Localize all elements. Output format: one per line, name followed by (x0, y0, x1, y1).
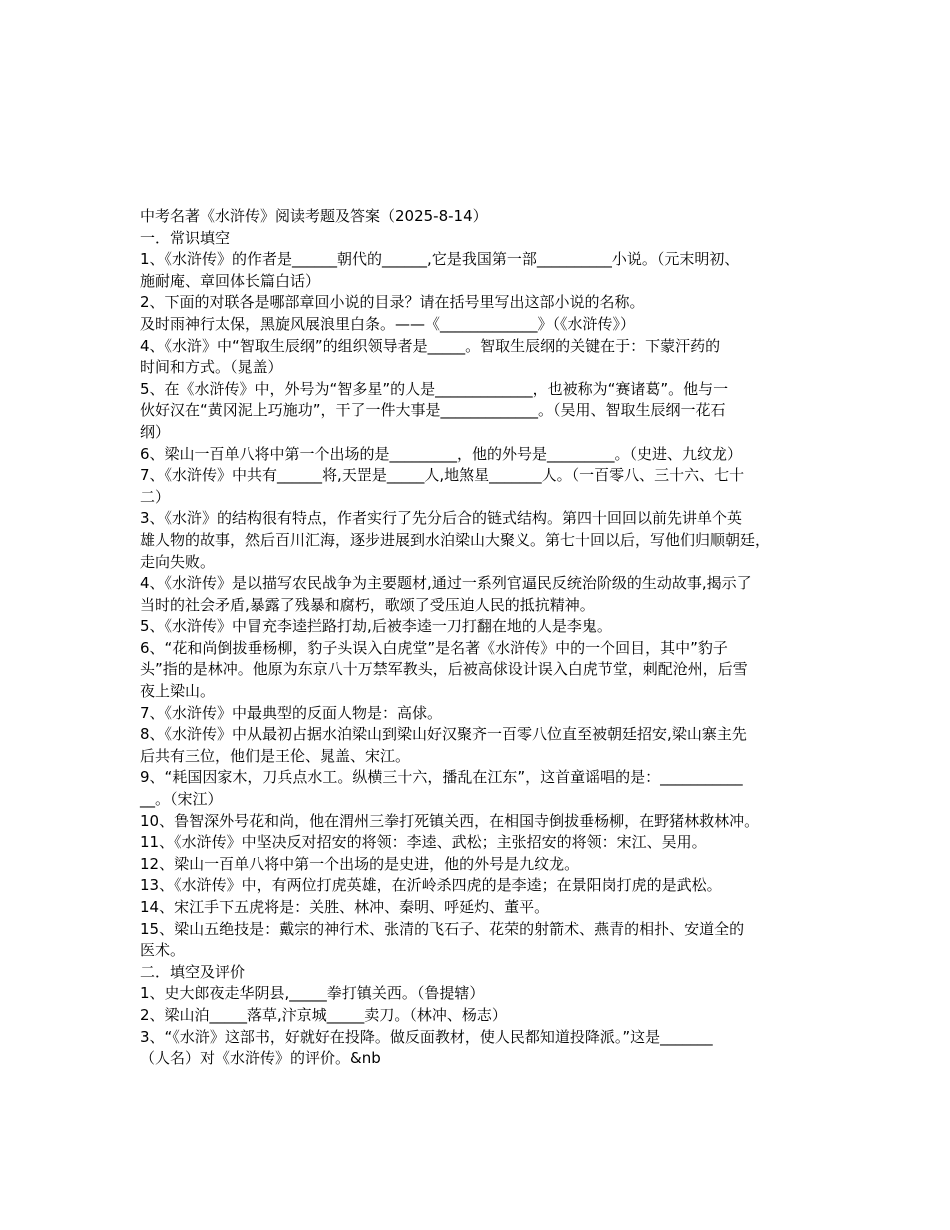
text-line: 4、《水浒》中“智取生辰纲”的组织领导者是_____。智取生辰纲的关键在于：下蒙汗药的 (140, 336, 721, 355)
text-line: 伙好汉在“黄冈泥上巧施功”，干了一件大事是_____________。（吴用、智取生辰纲一花石 (140, 401, 726, 420)
text-line: 1、史大郎夜走华阴县,_____拳打镇关西。（鲁提辖） (140, 984, 485, 1003)
text-line: 9、“耗国因家木，刀兵点水工。纵横三十六，播乱在江东”，这首童谣唱的是：___________ (140, 768, 743, 787)
text-line: 二） (140, 487, 171, 506)
document-page (140, 206, 812, 1070)
text-line: 7、《水浒传》中共有______将,天罡是_____人,地煞星_______人。（一百零八、三十六、七十 (140, 466, 745, 485)
text-line: 走向失败。 (140, 552, 216, 571)
text-line: 15、梁山五绝技是：戴宗的神行术、张清的飞石子、花荣的射箭术、燕青的相扑、安道全的 (140, 919, 745, 938)
text-line: 2、下面的对联各是哪部章回小说的目录？请在括号里写出这部小说的名称。 (140, 293, 645, 312)
text-line: 13、《水浒传》中，有两位打虎英雄，在沂岭杀四虎的是李逵；在景阳岗打虎的是武松。 (140, 876, 722, 895)
document-title: 中考名著《水浒传》阅读考题及答案（2025-8-14） (140, 207, 488, 225)
text-line: 雄人物的故事，然后百川汇海，逐步进展到水泊梁山大聚义。第七十回以后，写他们归顺朝廷， (140, 530, 771, 549)
text-line: 一．常识填空 (140, 228, 231, 247)
text-line: 10、鲁智深外号花和尚，他在渭州三拳打死镇关西，在相国寺倒拔垂杨柳，在野猪林救林冲。 (140, 811, 760, 830)
text-line: 医术。 (140, 941, 186, 960)
text-line: 二．填空及评价 (140, 962, 246, 981)
text-line: 6、梁山一百单八将中第一个出场的是_________，他的外号是_________。（史进、九纹龙） (140, 444, 743, 463)
text-line: 及时雨神行太保，黑旋风展浪里白条。——《_____________》（《水浒传》） (140, 314, 636, 333)
text-line: 5、在《水浒传》中，外号为“智多星”的人是_____________，也被称为“赛诸葛”。他与一 (140, 379, 729, 398)
text-line: 6、“花和尚倒拔垂杨柳，豹子头误入白虎堂”是名著《水浒传》中的一个回目，其中”豹子 (140, 638, 728, 657)
text-line: 8、《水浒传》中从最初占据水泊梁山到梁山好汉聚齐一百零八位直至被朝廷招安,梁山寨主先 (140, 725, 747, 744)
text-line: 当时的社会矛盾,暴露了残暴和腐朽，歌颂了受压迫人民的抵抗精神。 (140, 595, 595, 614)
text-line: 11、《水浒传》中坚决反对招安的将领：李逵、武松；主张招安的将领：宋江、吴用。 (140, 833, 707, 852)
text-line: __。（宋江） (140, 790, 223, 809)
text-line: 12、梁山一百单八将中第一个出场的是史进，他的外号是九纹龙。 (140, 854, 580, 873)
text-line: 纲） (140, 422, 171, 441)
text-line: 后共有三位，他们是王伦、晁盖、宋江。 (140, 746, 411, 765)
text-line: 4、《水浒传》是以描写农民战争为主要题材,通过一系列官逼民反统治阶级的生动故事,揭示了 (140, 574, 752, 593)
text-line: 7、《水浒传》中最典型的反面人物是：高俅。 (140, 703, 443, 722)
text-line: 3、“《水浒》这部书，好就好在投降。做反面教材，使人民都知道投降派。”这是_______ (140, 1027, 713, 1046)
text-line: 施耐庵、章回体长篇白话） (140, 271, 321, 290)
text-line: 5、《水浒传》中冒充李逵拦路打劫,后被李逵一刀打翻在地的人是李鬼。 (140, 617, 612, 636)
text-line: 14、宋江手下五虎将是：关胜、林冲、秦明、呼延灼、董平。 (140, 898, 550, 916)
text-line: 夜上梁山。 (140, 682, 216, 701)
text-line: （人名）对《水浒传》的评价。&nb (140, 1049, 381, 1068)
text-line: 1、《水浒传》的作者是______朝代的______,它是我国第一部__________小说。（元末明初、 (140, 250, 740, 269)
text-line: 时间和方式。（晁盖） (140, 358, 283, 377)
text-line: 2、梁山泊_____落草,汴京城_____卖刀。（林冲、杨志） (140, 1005, 507, 1024)
text-line: 3、《水浒》的结构很有特点，作者实行了先分后合的链式结构。第四十回回以前先讲单个英 (140, 509, 743, 528)
text-line: 头”指的是林冲。他原为东京八十万禁军教头，后被高俅设计误入白虎节堂，刺配沧州，后雪 (140, 660, 748, 679)
